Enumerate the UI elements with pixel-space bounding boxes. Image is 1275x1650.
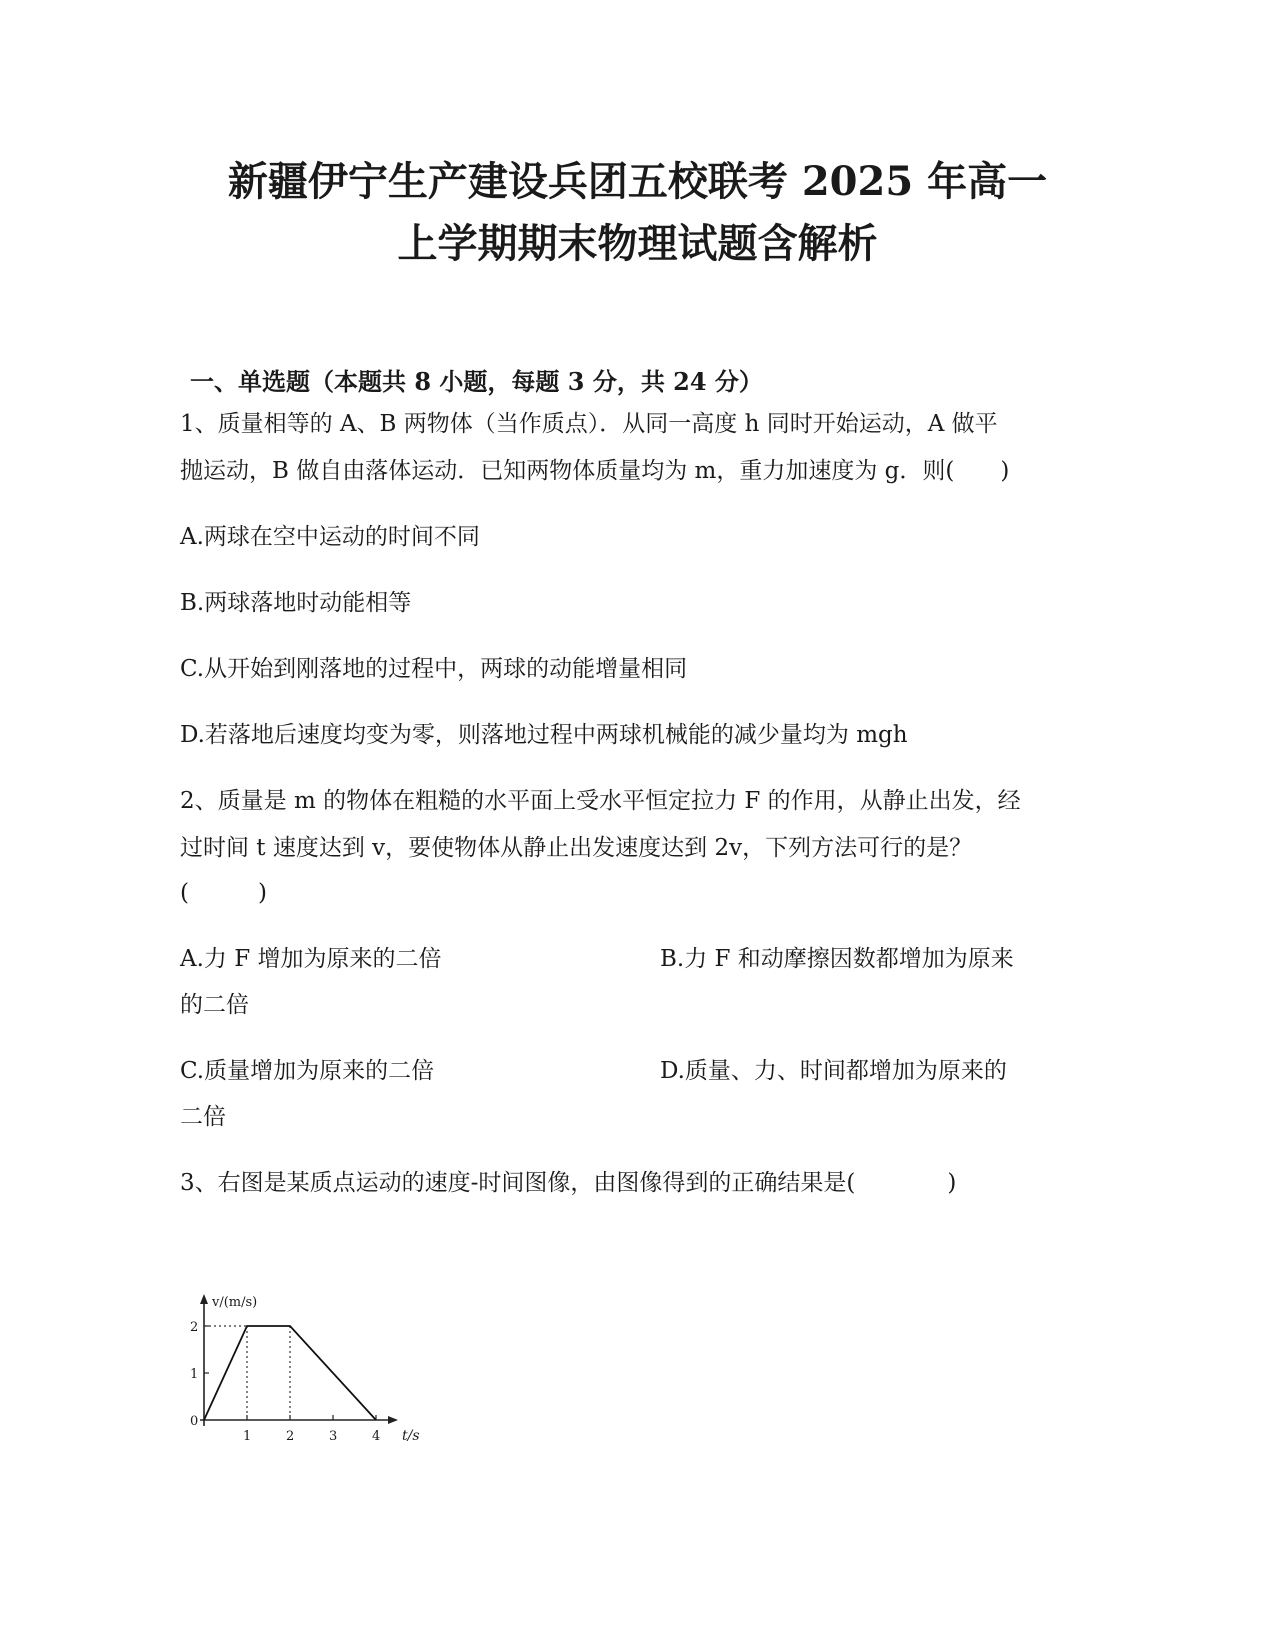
q2-stem-line1: 2、质量是 m 的物体在粗糙的水平面上受水平恒定拉力 F 的作用，从静止出发，经: [180, 788, 1021, 814]
q1-option-a: A.两球在空中运动的时间不同: [180, 524, 480, 550]
q2-option-b-continued: 的二倍: [180, 992, 249, 1018]
q1-option-c: C.从开始到刚落地的过程中，两球的动能增量相同: [180, 656, 688, 682]
q1-option-b: B.两球落地时动能相等: [180, 590, 412, 616]
x-axis-arrow: [388, 1416, 398, 1424]
velocity-time-chart: [190, 1290, 450, 1460]
q2-stem-line3: ( ): [180, 880, 267, 906]
x-axis-label: t/s: [402, 1428, 420, 1444]
x-tick-label: 3: [329, 1429, 338, 1444]
x-tick-label: 1: [243, 1429, 252, 1444]
document-title-line2: 上学期期末物理试题含解析: [397, 220, 878, 267]
q2-option-d: D.质量、力、时间都增加为原来的: [660, 1058, 1007, 1084]
q1-option-d: D.若落地后速度均变为零，则落地过程中两球机械能的减少量均为 mgh: [180, 722, 908, 748]
x-tick-label: 4: [372, 1429, 381, 1444]
document-title-line1: 新疆伊宁生产建设兵团五校联考 2025 年高一: [227, 158, 1048, 205]
y-tick-label: 0: [190, 1414, 199, 1429]
q1-stem-line1: 1、质量相等的 A、B 两物体（当作质点）．从同一高度 h 同时开始运动，A 做平: [180, 411, 998, 437]
q2-option-c: C.质量增加为原来的二倍: [180, 1058, 435, 1084]
q2-option-b: B.力 F 和动摩擦因数都增加为原来: [660, 946, 1014, 972]
q2-option-a: A.力 F 增加为原来的二倍: [180, 946, 442, 972]
q2-stem-line2: 过时间 t 速度达到 v，要使物体从静止出发速度达到 2v，下列方法可行的是？: [180, 835, 973, 861]
y-tick-label: 1: [190, 1367, 199, 1382]
q1-stem-line2: 抛运动，B 做自由落体运动．已知两物体质量均为 m，重力加速度为 g．则( ): [180, 458, 1010, 484]
y-axis-label: v/(m/s): [212, 1295, 258, 1310]
q2-option-d-continued: 二倍: [180, 1104, 226, 1130]
x-tick-label: 2: [286, 1429, 295, 1444]
y-axis-arrow: [200, 1294, 208, 1304]
q3-stem: 3、右图是某质点运动的速度-时间图像，由图像得到的正确结果是( ): [180, 1170, 957, 1196]
section-heading: 一、单选题（本题共 8 小题，每题 3 分，共 24 分）: [190, 367, 763, 396]
y-tick-label: 2: [190, 1320, 199, 1335]
